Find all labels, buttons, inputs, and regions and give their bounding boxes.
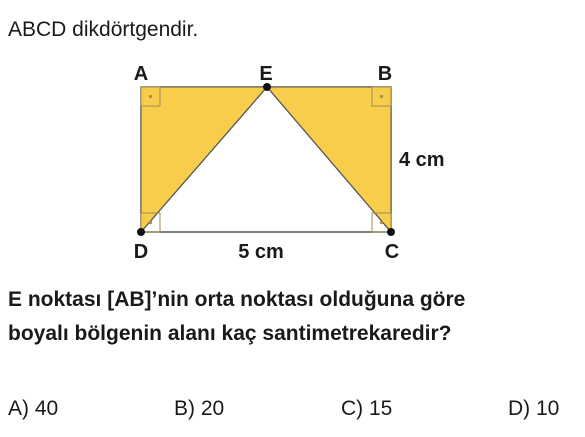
label-c: C: [384, 241, 400, 263]
side-label-dc: 5 cm: [238, 241, 284, 263]
option-c[interactable]: C) 15: [341, 397, 393, 420]
problem-intro: ABCD dikdörtgendir.: [8, 18, 199, 41]
option-d[interactable]: D) 10: [508, 397, 560, 420]
label-e: E: [259, 63, 273, 85]
point-c: [387, 228, 395, 236]
label-a: A: [133, 63, 149, 85]
question-line-1: E noktası [AB]’nin orta noktası olduğuna göre: [8, 288, 466, 311]
question-text: [8, 283, 583, 351]
question-line-2: boyalı bölgenin alanı kaç santimetrekaredir?: [8, 322, 452, 345]
option-a[interactable]: A) 40: [8, 397, 59, 420]
point-d: [137, 228, 145, 236]
label-d: D: [133, 241, 149, 263]
side-label-bc: 4 cm: [399, 149, 445, 171]
option-b[interactable]: B) 20: [174, 397, 225, 420]
label-b: B: [377, 63, 393, 85]
